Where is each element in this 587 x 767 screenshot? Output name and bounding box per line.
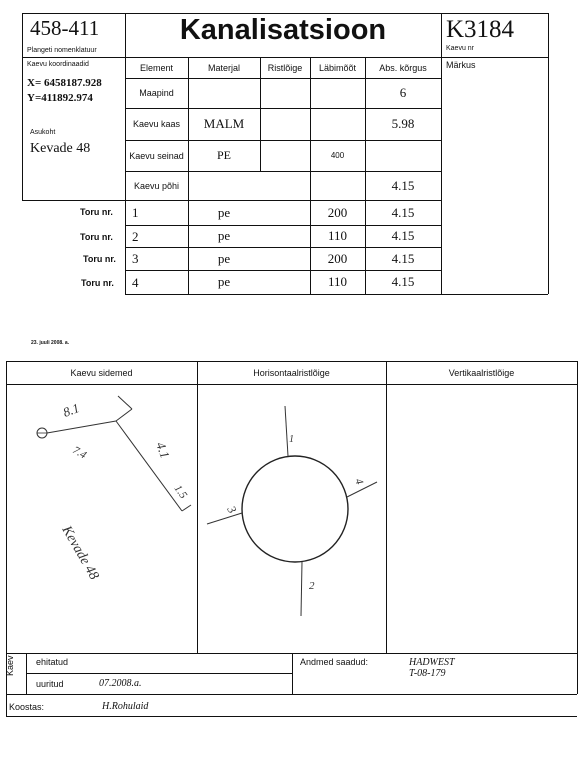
pipe-height: 4.15	[391, 250, 415, 266]
element-cell: Kaevu kaas	[132, 119, 181, 129]
svg-text:1.5: 1.5	[171, 482, 190, 501]
pipe-label: Toru nr.	[80, 232, 113, 242]
built-label: ehitatud	[36, 657, 69, 667]
author-label: Koostas:	[9, 702, 45, 712]
id-number: 458-411	[30, 16, 100, 40]
connections-writing: Kevade 48	[58, 523, 102, 583]
pipe-diameter: 110	[327, 228, 348, 243]
col-header-element: Element	[139, 62, 174, 73]
pipe-height: 4.15	[391, 228, 415, 243]
coord-y: Y=411892.974	[27, 92, 93, 104]
well-code: K3184	[446, 16, 515, 43]
pipe-label: Toru nr.	[81, 278, 114, 288]
col-header-height: Abs. kõrgus	[379, 62, 427, 73]
document-date: 23. juuli 2008. a.	[31, 340, 70, 346]
updated-value: 07.2008.a.	[99, 678, 142, 689]
col-header-material: Materjal	[207, 62, 240, 73]
pipe-nr: 1	[132, 205, 139, 220]
data-source-value: HADWEST	[409, 657, 455, 668]
updated-label: uuritud	[36, 679, 64, 689]
data-source-code: T-08-179	[409, 668, 446, 679]
height-cell: 6	[399, 85, 407, 100]
col-vertical: Vertikaalristlõige	[448, 367, 515, 378]
data-source-label: Andmed saadud:	[300, 657, 369, 667]
coord-x: X= 6458187.928	[27, 77, 102, 89]
pipe-diameter: 110	[327, 274, 348, 289]
remarks-label: Märkus	[446, 60, 476, 70]
pipe-material: pe	[217, 250, 231, 266]
pipe-mark-2: 2	[309, 580, 315, 592]
pipe-height: 4.15	[391, 274, 415, 289]
col-header-cross: Ristlõige	[267, 62, 303, 73]
pipe-height: 4.15	[391, 204, 415, 220]
pipe-diameter: 200	[327, 204, 348, 220]
author-value: H.Rohulaid	[102, 701, 149, 712]
height-cell: 5.98	[391, 116, 415, 131]
pipe-label: Toru nr.	[83, 254, 116, 264]
coordinates-label: Kaevu koordinaadid	[27, 61, 89, 68]
material-cell: MALM	[203, 116, 245, 131]
pipe-label: Toru nr.	[80, 207, 113, 217]
element-cell: Kaevu seinad	[129, 150, 184, 161]
pipe-material: pe	[217, 274, 231, 289]
pipe-material: pe	[217, 228, 231, 243]
pipe-mark-4: 4	[352, 476, 366, 487]
material-cell: PE	[216, 148, 231, 162]
diameter-cell: 400	[330, 151, 345, 160]
kaev-label: Kaev	[5, 655, 15, 676]
pipe-material: pe	[217, 204, 231, 220]
pipe-diameter: 200	[327, 250, 348, 266]
pipe-mark-3: 3	[224, 503, 240, 516]
height-cell: 4.15	[391, 177, 415, 193]
col-header-diameter: Läbimõõt	[318, 62, 357, 73]
element-cell: Kaevu põhi	[133, 180, 180, 191]
svg-text:8.1: 8.1	[60, 400, 82, 420]
col-connections: Kaevu sidemed	[70, 367, 133, 378]
page-title: Kanalisatsioon	[179, 14, 387, 46]
location-value: Kevade 48	[30, 141, 91, 156]
pipe-nr: 4	[132, 275, 139, 290]
pipe-nr: 2	[132, 229, 139, 244]
pipe-nr: 3	[132, 251, 139, 266]
nomenclature-label: Plangeti nomenklatuur	[27, 47, 97, 54]
horizontal-section-sketch	[197, 384, 386, 653]
connections-sketch	[6, 384, 197, 653]
well-no-label: Kaevu nr	[446, 45, 475, 52]
element-cell: Maapind	[139, 88, 174, 98]
location-label: Asukoht	[30, 129, 56, 136]
svg-text:4.1: 4.1	[153, 439, 173, 461]
pipe-mark-1: 1	[289, 434, 294, 445]
col-horizontal: Horisontaalristlõige	[253, 367, 330, 378]
svg-text:7.4: 7.4	[70, 444, 89, 462]
